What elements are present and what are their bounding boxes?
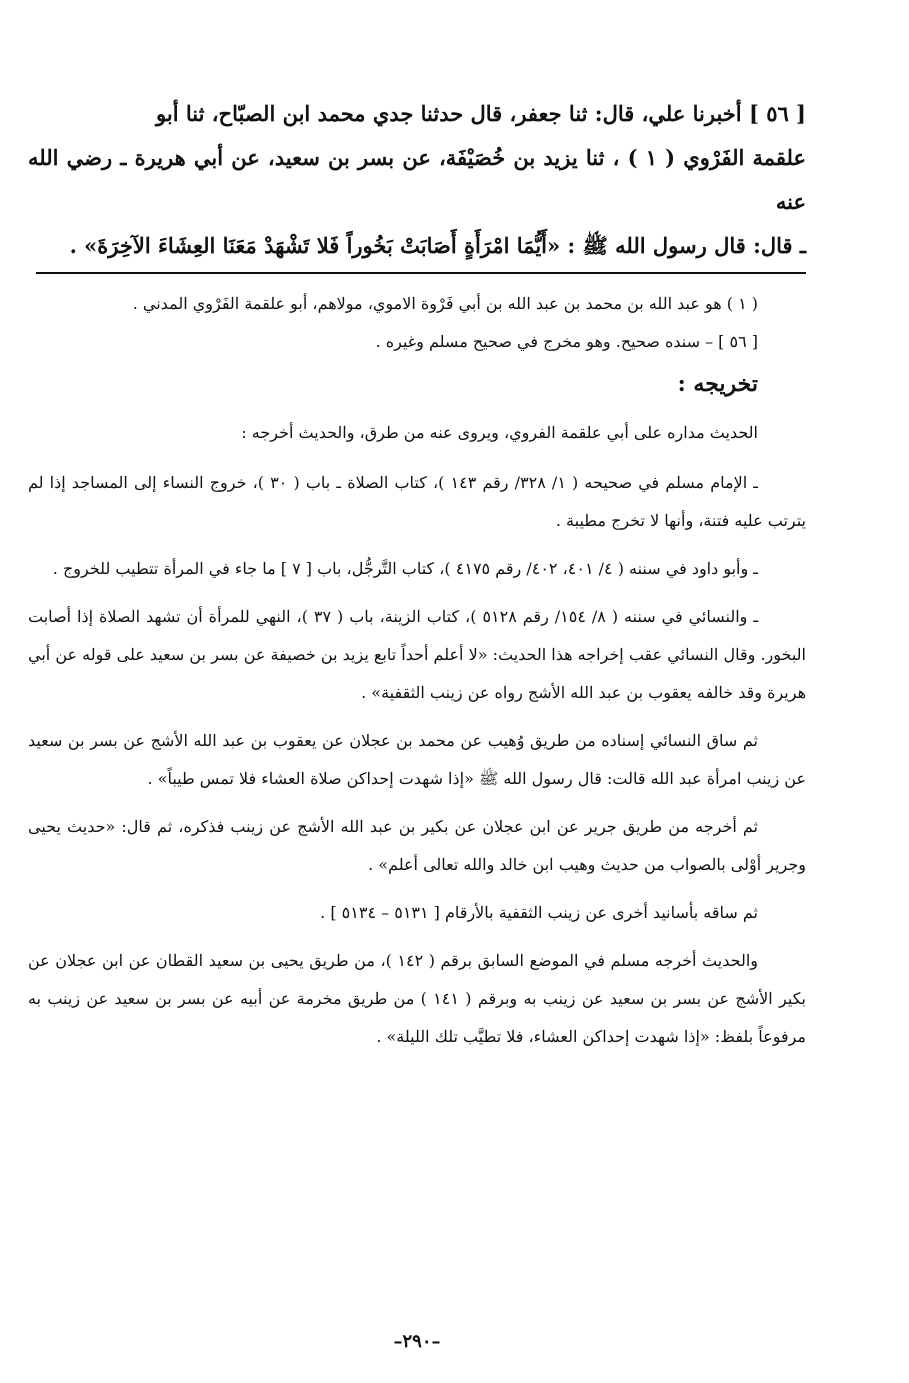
takhrij-paragraph: والحديث أخرجه مسلم في الموضع السابق برقم ( ١٤٢ )، من طريق يحيى بن سعيد القطان عن ابن عجلان عن بكير الأشج عن بسر بن سعيد عن زينب به وبرقم ( ١٤١ ) من طريق مخرمة عن أبيه عن بسر بن سعيد عن زينب به مرفوعاً بلفظ: «إذا شهدت إحداكن العشاء، فلا تطيَّب تلك الليلة» .	[28, 951, 806, 1046]
footnote-1: ( ١ ) هو عبد الله بن محمد بن عبد الله بن أبي فَرْوة الاموي، مولاهم، أبو علقمة الفَرْوي المدني .	[132, 294, 758, 313]
book-page	[28, 92, 806, 1352]
takhrij-paragraph: ـ والنسائي في سننه ( ٨/ ١٥٤/ رقم ٥١٢٨ )، كتاب الزينة، باب ( ٣٧ )، النهي للمرأة أن تشهد الصلاة إذا أصابت البخور. وقال النسائي عقب إخراجه هذا الحديث: «لا أعلم أحداً تابع يزيد بن خصيفة عن بسر بن سعيد على قوله عن أبي هريرة وقد خالفه يعقوب بن عبد الله الأشج رواه عن زينب الثقفية» .	[28, 607, 807, 702]
footnote-2: [ ٥٦ ] – سنده صحيح. وهو مخرج في صحيح مسلم وغيره .	[375, 332, 758, 351]
takhrij-paragraph: ثم أخرجه من طريق جرير عن ابن عجلان عن بكير بن عبد الله الأشج عن زينب فذكره، ثم قال: «حديث يحيى وجرير أوْلى بالصواب من حديث وهيب ابن خالد والله تعالى أعلم» .	[28, 817, 806, 874]
takhrij-paragraph: ثم ساقه بأسانيد أخرى عن زينب الثقفية بالأرقام [ ٥١٣١ – ٥١٣٤ ] .	[320, 903, 758, 922]
takhrij-heading: تخريجه :	[677, 371, 758, 397]
page-number: –٢٩٠–	[393, 1331, 441, 1352]
hadith-line: [ ٥٦ ] أخبرنا علي، قال: ثنا جعفر، قال حدثنا جدي محمد ابن الصبّاح، ثنا أبو	[156, 101, 806, 126]
hadith-text	[28, 92, 806, 268]
footnote-divider	[36, 272, 806, 274]
takhrij-paragraph: ثم ساق النسائي إسناده من طريق وُهيب عن محمد بن عجلان عن يعقوب بن عبد الله الأشج عن بسر بن سعيد عن زينب امرأة عبد الله قالت: قال رسول الله ﷺ «إذا شهدت إحداكن صلاة العشاء فلا تمس طيباً» .	[28, 731, 806, 788]
hadith-line: علقمة الفَرْوي ( ١ ) ، ثنا يزيد بن خُصَيْفَة، عن بسر بن سعيد، عن أبي هريرة ـ رضي الله عنه	[28, 145, 806, 214]
takhrij-paragraph: ـ وأبو داود في سننه ( ٤/ ٤٠١، ٤٠٢/ رقم ٤١٧٥ )، كتاب التَّرجُّل، باب [ ٧ ] ما جاء في المرأة تتطيب للخروج .	[52, 559, 758, 578]
takhrij-paragraph: الحديث مداره على أبي علقمة الفروي، ويروى عنه من طرق، والحديث أخرجه :	[241, 423, 758, 442]
hadith-line: ـ قال: قال رسول الله ﷺ : «أَيُّمَا امْرَأَةٍ أَصَابَتْ بَخُوراً فَلا تَشْهَدْ مَعَنَا العِشَاءَ الآخِرَةَ» .	[69, 233, 806, 258]
footnotes-section	[28, 290, 806, 1066]
takhrij-paragraph: ـ الإمام مسلم في صحيحه ( ١/ ٣٢٨/ رقم ١٤٣ )، كتاب الصلاة ـ باب ( ٣٠ )، خروج النساء إلى المساجد إذا لم يترتب عليه فتنة، وأنها لا تخرج مطيبة .	[28, 473, 806, 530]
